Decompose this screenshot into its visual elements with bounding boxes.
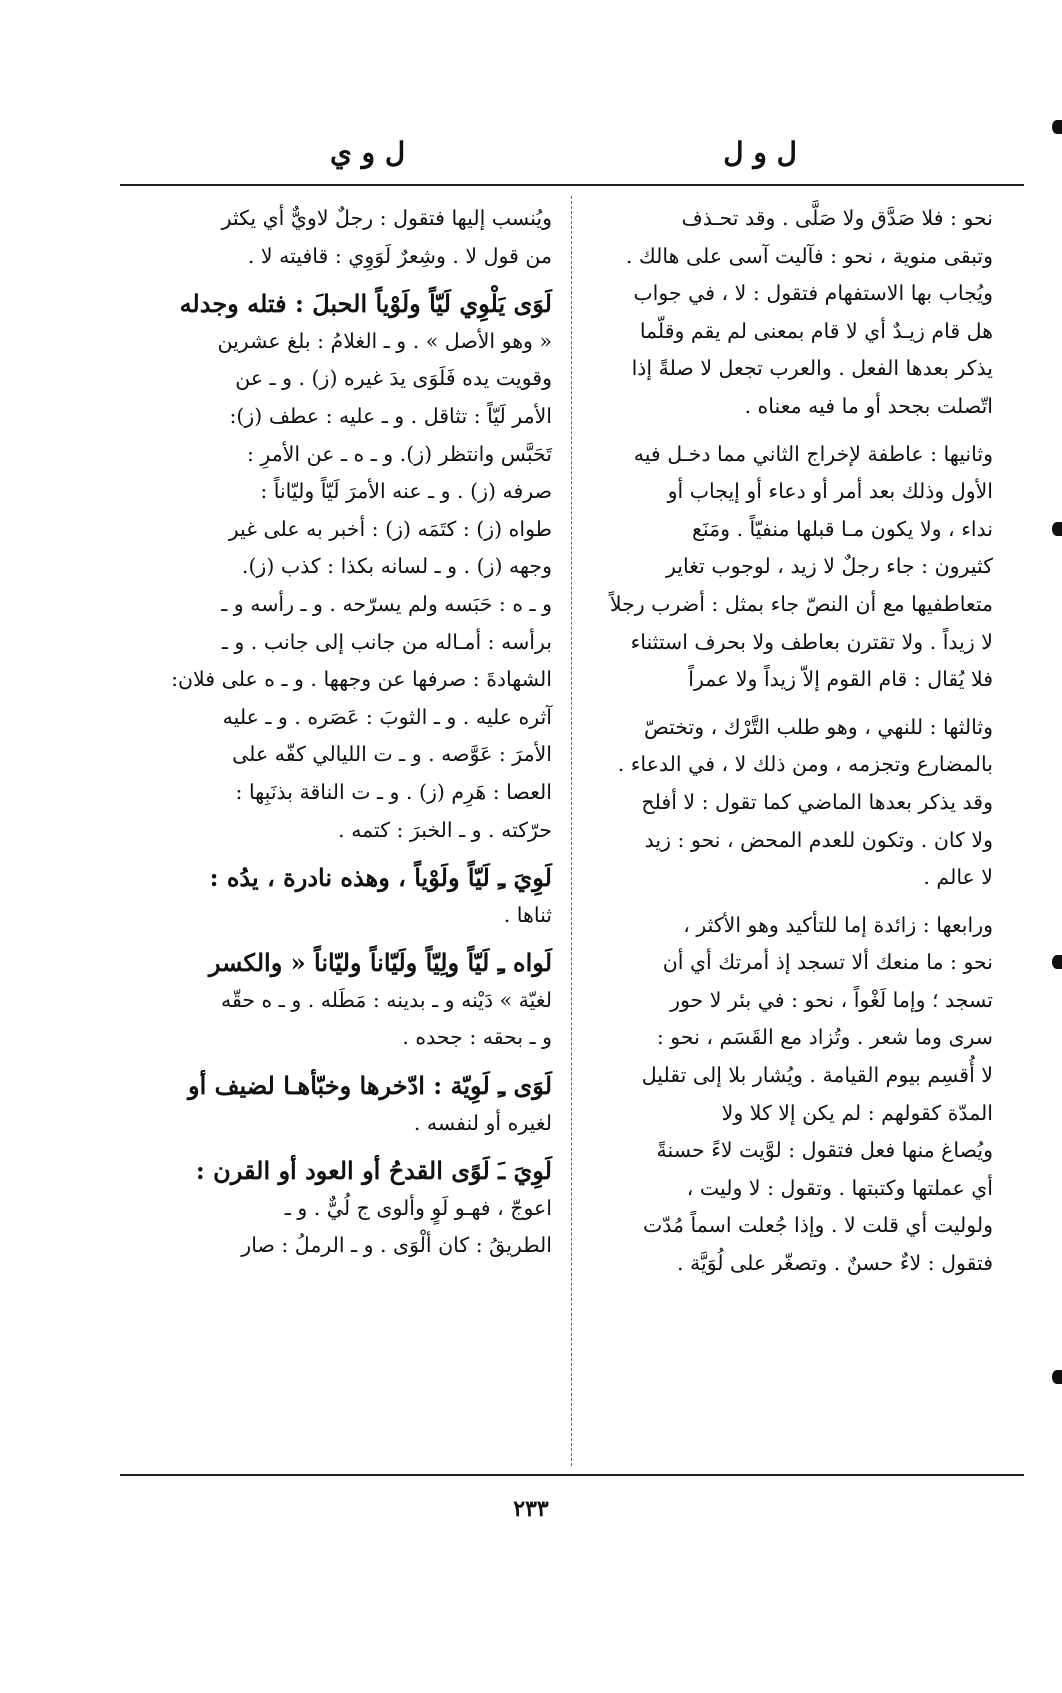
text-line: نداء ، ولا يكون مـا قبلها منفيّاً . ومَنَع: [692, 516, 993, 541]
text-line: متعاطفيها مع أن النصّ جاء بمثل : أضرب رجلاً: [609, 591, 993, 616]
text-line: كثيرون : جاء رجلٌ لا زيد ، لوجوب تغاير: [665, 554, 993, 579]
edge-mark: [1052, 522, 1062, 536]
column-divider: [571, 196, 572, 1466]
text-line: وجهه (ز) . و ـ لسانه بكذا : كذب (ز).: [241, 554, 552, 579]
text-line: ورابعها : زائدة إما للتأكيد وهو الأكثر ،: [683, 912, 993, 937]
text-line: لغيّة » دَيْنه و ـ بدينه : مَطَله . و ـ ه حقّه: [221, 987, 552, 1012]
text-line: لَوَى ـِ لَوِيّة : ادّخرها وخبّأهـا لضيف أو: [188, 1071, 552, 1101]
text-line: من قول لا . وشِعرٌ لَوَوِي : قافيته لا .: [247, 243, 552, 268]
text-line: آثره عليه . و ـ الثوبَ : عَصَره . و ـ عليه: [222, 704, 552, 729]
text-line: لا أُقسِم بيوم القيامة . ويُشار بلا إلى تقليل: [641, 1063, 993, 1088]
text-line: ويُنسب إليها فتقول : رجلٌ لاويٌّ أي يكثر: [221, 206, 552, 230]
bottom-rule: [120, 1474, 1024, 1476]
text-line: وقد يذكر بعدها الماضي كما تقول : لا أفلح: [641, 789, 993, 814]
text-line: سرى وما شعر . وتُزاد مع القَسَم ، نحو :: [656, 1025, 993, 1050]
text-line: اعوجّ ، فهـو لَوٍ وألوى ج لُيٌّ . و ـ: [284, 1195, 552, 1220]
text-line: تسجد ؛ وإما لَغْواً ، نحو : في بئر لا حور: [670, 987, 993, 1012]
text-line: طواه (ز) : كتَمَه (ز) : أخبر به على غير: [228, 516, 552, 541]
text-line: اتّصلت بجحد أو ما فيه معناه .: [744, 393, 993, 418]
text-line: وثالثها : للنهي ، وهو طلب التَّرْك ، وتختصّ: [643, 714, 993, 739]
text-line: الأول وذلك بعد أمر أو دعاء أو إيجاب أو: [667, 479, 993, 504]
text-line: ويُصاغ منها فعل فتقول : لوَّيت لاءً حسنةً: [656, 1138, 993, 1163]
left-column: [124, 200, 552, 1265]
text-line: « وهو الأصل » . و ـ الغلامُ : بلغ عشرين: [217, 328, 552, 353]
text-line: المدّة كقولهم : لم يكن إلا كلا ولا: [721, 1100, 993, 1125]
text-line: وتبقى منوية ، نحو : فآليت آسى على هالك .: [625, 243, 993, 268]
page-number: ٢٣٣: [513, 1496, 549, 1522]
header-root-right: ل و ل: [723, 136, 797, 169]
header-root-left: ل و ي: [330, 136, 406, 169]
text-line: و ـ بحقه : جحده .: [402, 1025, 552, 1050]
text-line: أي عملتها وكتبتها . وتقول : لا وليت ،: [686, 1175, 993, 1200]
text-line: نحو : ما منعك ألا تسجد إذ أمرتك أي أن: [662, 950, 993, 975]
text-line: لا عالم .: [923, 865, 993, 890]
text-line: وثانيها : عاطفة لإخراج الثاني مما دخـل فيه: [633, 441, 993, 466]
edge-mark: [1052, 1370, 1062, 1384]
text-line: و ـ ه : حَبَسه ولم يسرّحه . و ـ رأسه و ـ: [221, 591, 552, 616]
text-line: فلا يُقال : قام القوم إلاّ زيداً ولا عمراً: [688, 667, 993, 692]
text-line: لَواه ـِ لَيّاً ولِيّاً ولَيّاناً وليّاناً « والكسر: [208, 948, 552, 978]
text-line: الطريقُ : كان ألْوَى . و ـ الرملُ : صار: [241, 1233, 552, 1258]
text-line: ويُجاب بها الاستفهام فتقول : لا ، في جواب: [633, 281, 993, 306]
text-line: الأمرَ : عَوَّصه . و ـ ت الليالي كفّه على: [232, 742, 552, 767]
text-line: هل قام زيـدٌ أي لا قام بمعنى لم يقم وقلّما: [639, 318, 993, 343]
text-line: صرفه (ز) . و ـ عنه الأمرَ لَيّاً وليّاناً :: [260, 479, 552, 504]
text-line: لا زيداً . ولا تقترن بعاطف ولا بحرف استثناء: [630, 629, 993, 654]
top-rule: [120, 184, 1024, 186]
text-line: تَحَبَّس وانتظر (ز). و ـ ه ـ عن الأمرِ :: [246, 441, 552, 466]
text-line: حرّكته . و ـ الخبرَ : كتمه .: [338, 817, 552, 842]
text-line: وقويت يده فَلَوَى يدَ غيره (ز) . و ـ عن: [235, 366, 552, 391]
text-line: لَوِيَ ـِ لَيّاً ولَوْياً ، وهذه نادرة ، يدُه :: [209, 863, 552, 893]
text-line: الأمر لَيّاً : تثاقل . و ـ عليه : عطف (ز):: [229, 403, 552, 428]
text-line: فتقول : لاءٌ حسنٌ . وتصغّر على لُوَيَّة .: [676, 1251, 993, 1276]
text-line: بالمضارع وتجزمه ، ومن ذلك لا ، في الدعاء .: [617, 752, 993, 777]
text-line: لَوَى يَلْوِي لَيّاً ولَوْياً الحبلَ : فتله وجدله: [179, 289, 552, 319]
text-line: ولوليت أي قلت لا . وإذا جُعلت اسماً مُدّت: [642, 1213, 993, 1238]
text-line: يذكر بعدها الفعل . والعرب تجعل لا صلةً إذا: [631, 356, 993, 381]
text-line: لَوِيَ ـَ لَوًى القدحُ أو العود أو القرن :: [195, 1156, 552, 1186]
text-line: العصا : هَرِم (ز) . و ـ ت الناقة بذنَبِها :: [235, 779, 552, 804]
right-column: [583, 200, 993, 1283]
text-line: لغيره أو لنفسه .: [413, 1110, 552, 1135]
text-line: برأسه : أمـاله من جانب إلى جانب . و ـ: [221, 629, 552, 654]
edge-mark: [1052, 120, 1062, 134]
text-line: ثناها .: [503, 902, 552, 927]
text-line: ولا كان . وتكون للعدم المحض ، نحو : زيد: [644, 827, 993, 852]
text-line: الشهادةَ : صرفها عن وجهها . و ـ ه على فلان:: [171, 667, 552, 692]
edge-mark: [1052, 955, 1062, 969]
text-line: نحو : فلا صَدَّق ولا صَلَّى . وقد تحـذف: [681, 206, 993, 230]
